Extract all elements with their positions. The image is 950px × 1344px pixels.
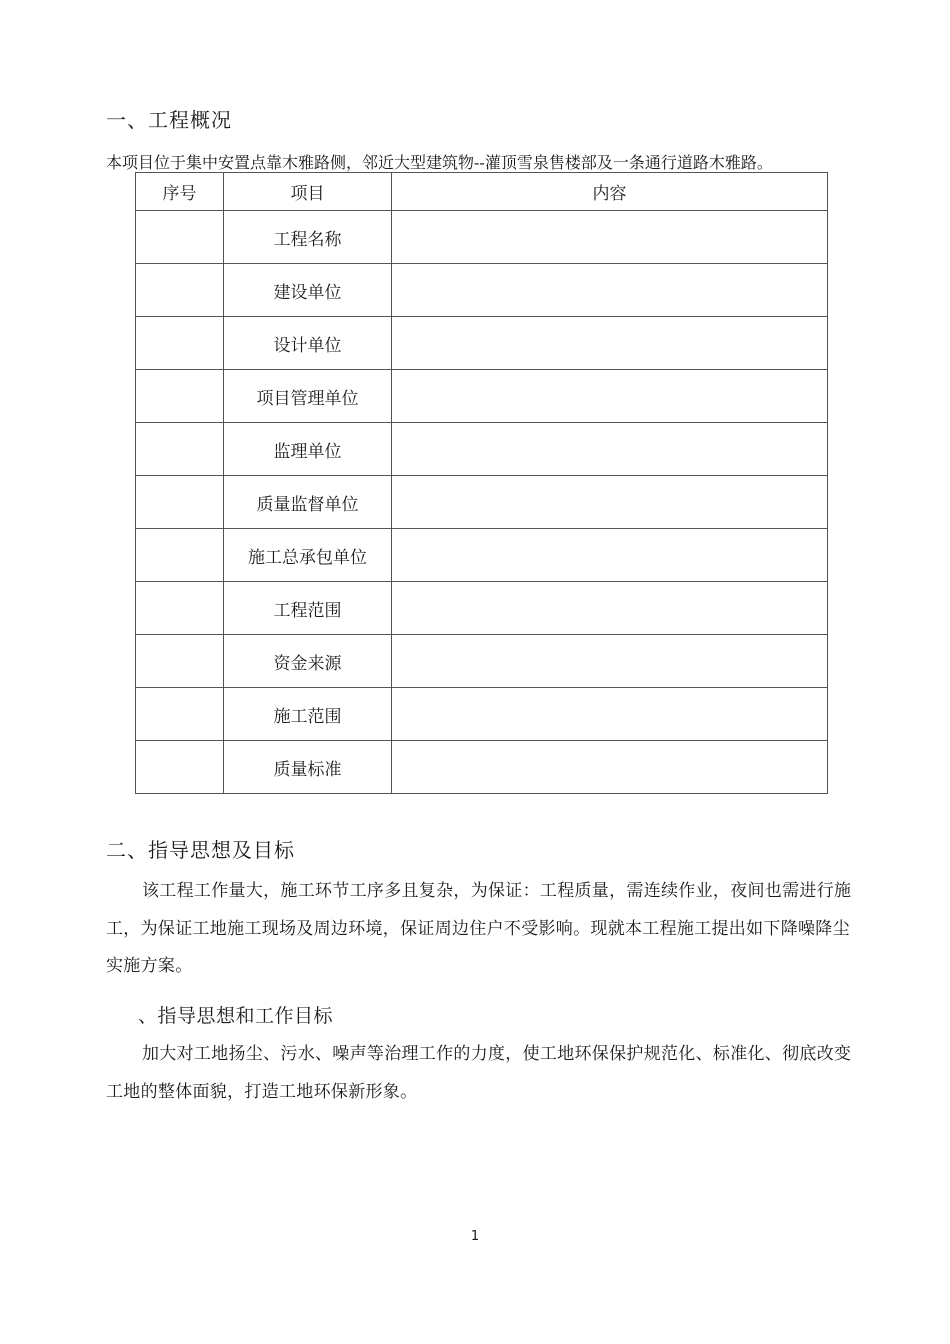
row-content: [392, 741, 828, 794]
row-content: [392, 688, 828, 741]
row-item: 设计单位: [224, 317, 392, 370]
table-header-row: [136, 173, 828, 211]
row-no: [136, 688, 224, 741]
row-no: [136, 635, 224, 688]
table-row: [136, 211, 828, 264]
table-row: [136, 317, 828, 370]
section2-subparagraph: 加大对工地扬尘、污水、噪声等治理工作的力度，使工地环保保护规范化、标准化、彻底改变工地的整体面貌，打造工地环保新形象。: [106, 1044, 852, 1102]
section2-subheading: 、指导思想和工作目标: [138, 1005, 334, 1027]
section1-heading: 一、工程概况: [106, 108, 232, 132]
project-info-table: [135, 172, 828, 794]
row-item: 工程范围: [224, 582, 392, 635]
row-no: [136, 264, 224, 317]
row-no: [136, 529, 224, 582]
header-no: 序号: [136, 173, 224, 211]
row-no: [136, 370, 224, 423]
table-row: [136, 264, 828, 317]
table-row: [136, 529, 828, 582]
header-content: 内容: [392, 173, 828, 211]
row-content: [392, 476, 828, 529]
row-content: [392, 370, 828, 423]
table-row: [136, 476, 828, 529]
row-item: 建设单位: [224, 264, 392, 317]
table-row: [136, 423, 828, 476]
page-number: 1: [470, 1229, 480, 1244]
table-row: [136, 688, 828, 741]
row-content: [392, 529, 828, 582]
header-item: 项目: [224, 173, 392, 211]
table-row: [136, 741, 828, 794]
row-content: [392, 264, 828, 317]
row-no: [136, 423, 224, 476]
section1-intro: 本项目位于集中安置点靠木雅路侧，邻近大型建筑物--灌顶雪泉售楼部及一条通行道路木雅路。: [106, 153, 773, 172]
row-no: [136, 741, 224, 794]
row-item: 质量监督单位: [224, 476, 392, 529]
row-content: [392, 582, 828, 635]
table-row: [136, 370, 828, 423]
row-no: [136, 211, 224, 264]
section2-heading: 二、指导思想及目标: [106, 838, 295, 862]
row-no: [136, 582, 224, 635]
row-item: 资金来源: [224, 635, 392, 688]
row-content: [392, 635, 828, 688]
table-row: [136, 635, 828, 688]
row-item: 质量标准: [224, 741, 392, 794]
row-item: 监理单位: [224, 423, 392, 476]
table-row: [136, 582, 828, 635]
row-content: [392, 211, 828, 264]
row-item: 项目管理单位: [224, 370, 392, 423]
row-item: 施工总承包单位: [224, 529, 392, 582]
section2-paragraph: 该工程工作量大，施工环节工序多且复杂，为保证：工程质量，需连续作业，夜间也需进行施工，为保证工地施工现场及周边环境，保证周边住户不受影响。现就本工程施工提出如下降噪降尘实施方案。: [106, 881, 852, 976]
row-no: [136, 476, 224, 529]
row-content: [392, 423, 828, 476]
row-item: 工程名称: [224, 211, 392, 264]
row-content: [392, 317, 828, 370]
row-item: 施工范围: [224, 688, 392, 741]
row-no: [136, 317, 224, 370]
